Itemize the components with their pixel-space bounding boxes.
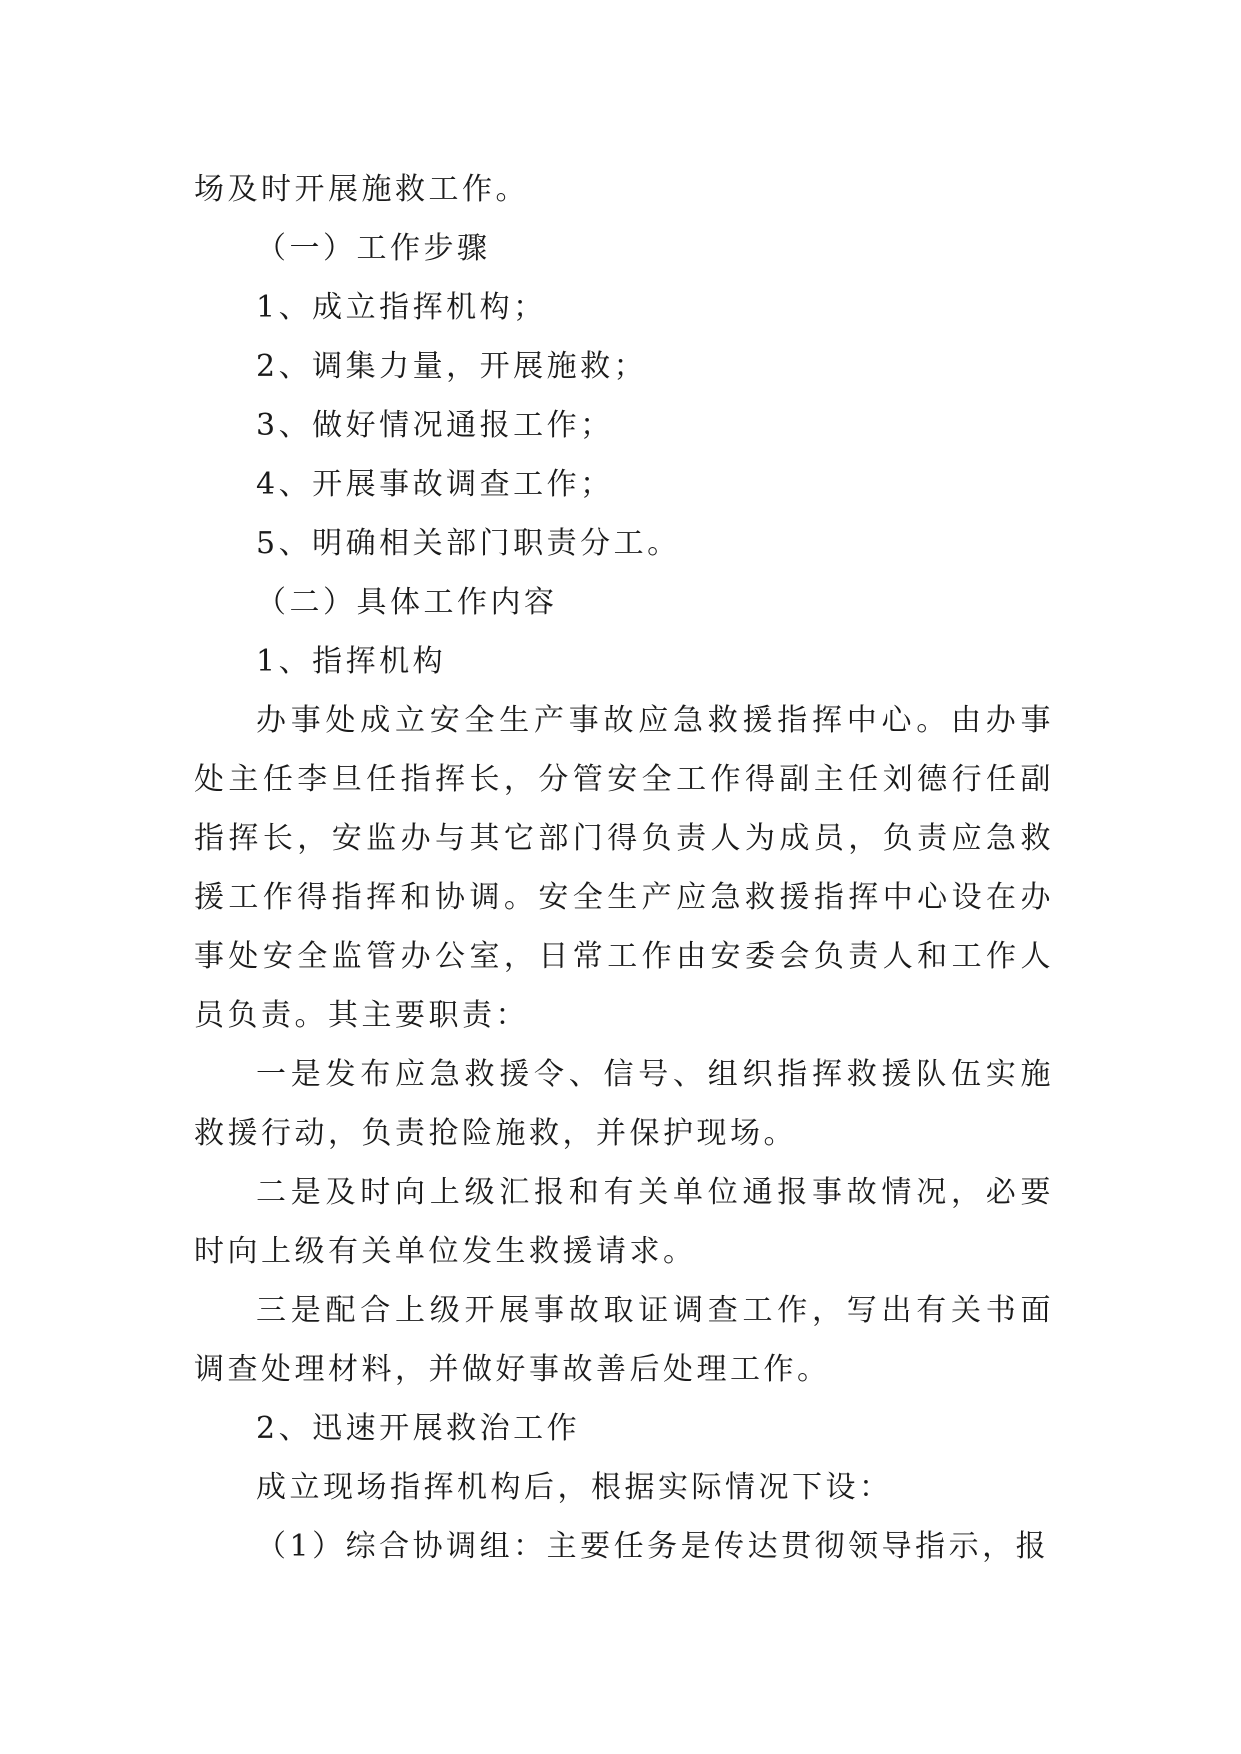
paragraph-field-command: 成立现场指挥机构后，根据实际情况下设： xyxy=(256,1470,893,1505)
paragraph-duty-2: 二是及时向上级汇报和有关单位通报事故情况，必要时向上级有关单位发生救援请求。 xyxy=(194,1175,1054,1269)
subsection-heading-command: 1、指挥机构 xyxy=(256,644,447,679)
document-body xyxy=(194,160,1054,1576)
step-item-3: 3、做好情况通报工作； xyxy=(256,408,614,443)
section-heading-work-content: （二）具体工作内容 xyxy=(256,585,558,620)
step-item-1: 1、成立指挥机构； xyxy=(256,290,547,325)
section-heading-work-steps: （一）工作步骤 xyxy=(256,231,491,266)
paragraph-duty-3: 三是配合上级开展事故取证调查工作，写出有关书面调查处理材料，并做好事故善后处理工作。 xyxy=(194,1293,1054,1387)
paragraph-continuation: 场及时开展施救工作。 xyxy=(194,172,529,207)
step-item-5: 5、明确相关部门职责分工。 xyxy=(256,526,681,561)
step-item-2: 2、调集力量，开展施救； xyxy=(256,349,648,384)
subsection-heading-rescue: 2、迅速开展救治工作 xyxy=(256,1411,581,1446)
paragraph-command-center: 办事处成立安全生产事故应急救援指挥中心。由办事处主任李旦任指挥长，分管安全工作得副主任刘德行任副指挥长，安监办与其它部门得负责人为成员，负责应急救援工作得指挥和协调。安全生产应急救援指挥中心设在办事处安全监管办公室，日常工作由安委会负责人和工作人员负责。其主要职责： xyxy=(194,703,1054,1033)
paragraph-duty-1: 一是发布应急救援令、信号、组织指挥救援队伍实施救援行动，负责抢险施救，并保护现场。 xyxy=(194,1057,1054,1151)
step-item-4: 4、开展事故调查工作； xyxy=(256,467,614,502)
paragraph-coordination-group: （1）综合协调组：主要任务是传达贯彻领导指示，报 xyxy=(256,1529,1050,1564)
